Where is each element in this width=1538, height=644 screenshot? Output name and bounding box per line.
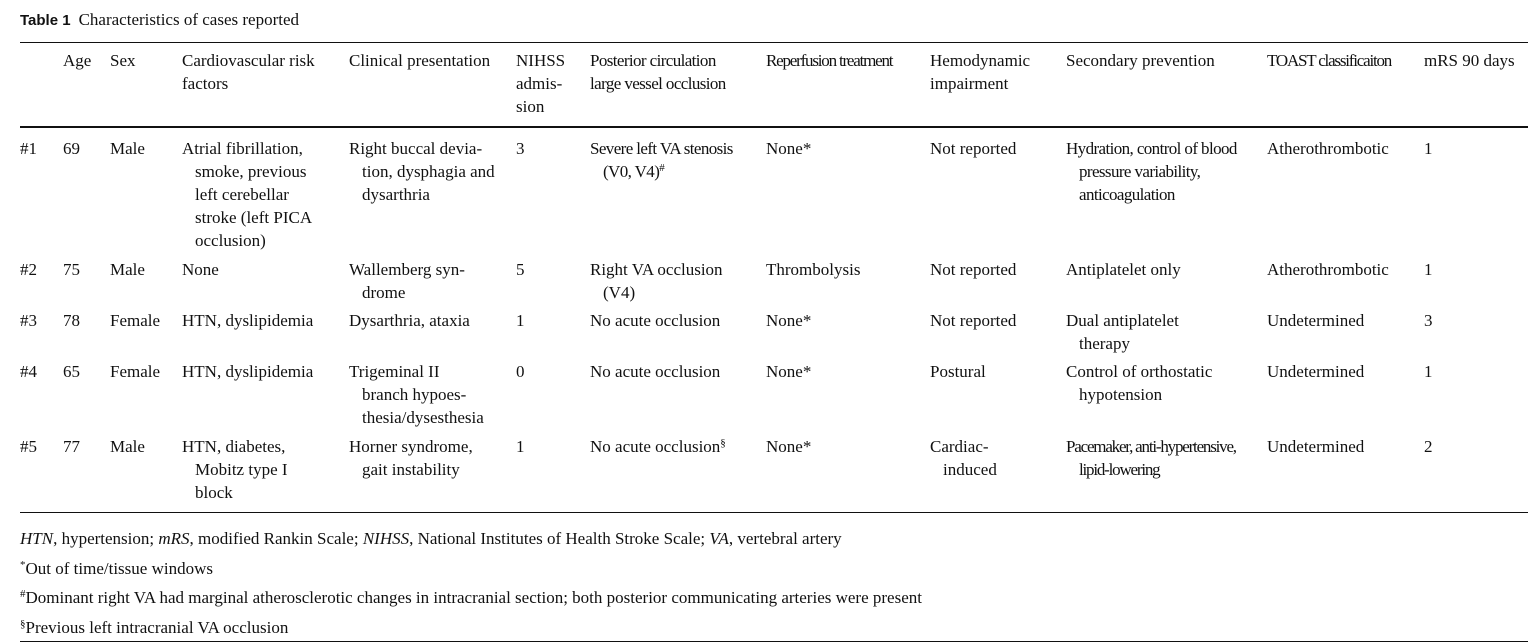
sex-value: Female	[110, 311, 161, 330]
nihss-value: 1	[516, 311, 525, 330]
hemodynamic-value: Postural	[930, 362, 986, 381]
table-caption	[20, 9, 299, 32]
hemodynamic-value: Not reported	[930, 311, 1017, 330]
nihss-value: 0	[516, 362, 525, 381]
table-bottom-rule	[20, 512, 1528, 513]
mrs-value: 2	[1424, 437, 1433, 456]
nihss-value: 1	[516, 437, 525, 456]
header-toast: TOAST classificaiton	[1267, 51, 1392, 70]
case-id: #2	[20, 260, 37, 279]
presentation-value: Wallemberg syn- drome	[349, 260, 465, 302]
posterior-circulation-value: No acute occlusion	[590, 362, 721, 381]
hemodynamic-value: Not reported	[930, 139, 1017, 158]
table-label: Table 1	[20, 12, 71, 29]
presentation-value: Horner syndrome, gait instability	[349, 437, 473, 479]
case-id: #1	[20, 139, 37, 158]
age-value: 75	[63, 260, 80, 279]
posterior-circulation-value: No acute occlusion§	[590, 437, 726, 456]
case-id: #5	[20, 437, 37, 456]
sex-value: Male	[110, 437, 145, 456]
presentation-value: Right buccal devia- tion, dysphagia and dysarthria	[349, 139, 495, 204]
toast-value: Undetermined	[1267, 437, 1365, 456]
header-sex: Sex	[110, 51, 136, 70]
header-hemodynamic: Hemodynamic impairment	[930, 51, 1031, 93]
reperfusion-value: None*	[766, 139, 812, 158]
table-header-rule	[20, 126, 1528, 128]
header-age: Age	[63, 51, 92, 70]
reperfusion-value: None*	[766, 311, 812, 330]
mrs-value: 3	[1424, 311, 1433, 330]
header-secondary-prevention: Secondary prevention	[1066, 51, 1215, 70]
risk-factors-value: HTN, dyslipidemia	[182, 311, 314, 330]
risk-factors-value: Atrial fibrillation, smoke, previous left cerebellar stroke (left PICA occlusion)	[182, 139, 313, 250]
footnote-marker: #	[659, 162, 665, 174]
reperfusion-value: None*	[766, 437, 812, 456]
nihss-value: 3	[516, 139, 525, 158]
secondary-prevention-value: Antiplatelet only	[1066, 260, 1181, 279]
header-clinical-presentation: Clinical presentation	[349, 51, 491, 70]
age-value: 69	[63, 139, 80, 158]
risk-factors-value: HTN, diabetes, Mobitz type I block	[182, 437, 288, 502]
secondary-prevention-value: Dual antiplatelet therapy	[1066, 311, 1179, 353]
abbreviations-line: HTN, hypertension; mRS, modified Rankin Scale; NIHSS, National Institutes of Health Stroke Scale; VA, vertebral artery	[20, 529, 842, 548]
secondary-prevention-value: Pacemaker, anti-hypertensive, lipid-lowering	[1066, 437, 1236, 479]
hemodynamic-value: Cardiac- induced	[930, 437, 997, 479]
footnote-marker: §	[720, 437, 726, 449]
reperfusion-value: Thrombolysis	[766, 260, 861, 279]
header-posterior-circulation: Posterior circulation large vessel occlusion	[590, 51, 726, 93]
header-mrs: mRS 90 days	[1424, 51, 1515, 70]
risk-factors-value: None	[182, 260, 219, 279]
case-id: #4	[20, 362, 37, 381]
table-top-rule	[20, 42, 1528, 43]
toast-value: Atherothrombotic	[1267, 260, 1389, 279]
posterior-circulation-value: Severe left VA stenosis (V0, V4)#	[590, 139, 733, 181]
toast-value: Undetermined	[1267, 362, 1365, 381]
age-value: 77	[63, 437, 80, 456]
secondary-prevention-value: Hydration, control of blood pressure variability, anticoagulation	[1066, 139, 1237, 204]
sex-value: Male	[110, 139, 145, 158]
risk-factors-value: HTN, dyslipidemia	[182, 362, 314, 381]
posterior-circulation-value: No acute occlusion	[590, 311, 721, 330]
table-footnotes	[20, 524, 922, 642]
age-value: 78	[63, 311, 80, 330]
header-nihss: NIHSS admis- sion	[516, 51, 566, 116]
table-title: Characteristics of cases reported	[78, 10, 300, 29]
age-value: 65	[63, 362, 80, 381]
sex-value: Female	[110, 362, 161, 381]
footnote-asterisk: *Out of time/tissue windows	[20, 558, 213, 578]
presentation-value: Dysarthria, ataxia	[349, 311, 470, 330]
mrs-value: 1	[1424, 260, 1433, 279]
hemodynamic-value: Not reported	[930, 260, 1017, 279]
toast-value: Undetermined	[1267, 311, 1365, 330]
presentation-value: Trigeminal II branch hypoes- thesia/dysesthesia	[349, 362, 484, 427]
mrs-value: 1	[1424, 139, 1433, 158]
posterior-circulation-value: Right VA occlusion (V4)	[590, 260, 723, 302]
header-risk-factors: Cardiovascular risk factors	[182, 51, 315, 93]
footnote-hash: #Dominant right VA had marginal atherosclerotic changes in intracranial section; both posterior communicating arteries were present	[20, 588, 922, 607]
toast-value: Atherothrombotic	[1267, 139, 1389, 158]
secondary-prevention-value: Control of orthostatic hypotension	[1066, 362, 1213, 404]
header-reperfusion: Reperfusion treatment	[766, 51, 893, 70]
footnote-section: §Previous left intracranial VA occlusion	[20, 617, 289, 637]
case-id: #3	[20, 311, 37, 330]
nihss-value: 5	[516, 260, 525, 279]
reperfusion-value: None*	[766, 362, 812, 381]
sex-value: Male	[110, 260, 145, 279]
mrs-value: 1	[1424, 362, 1433, 381]
page-bottom-rule	[20, 641, 1528, 642]
